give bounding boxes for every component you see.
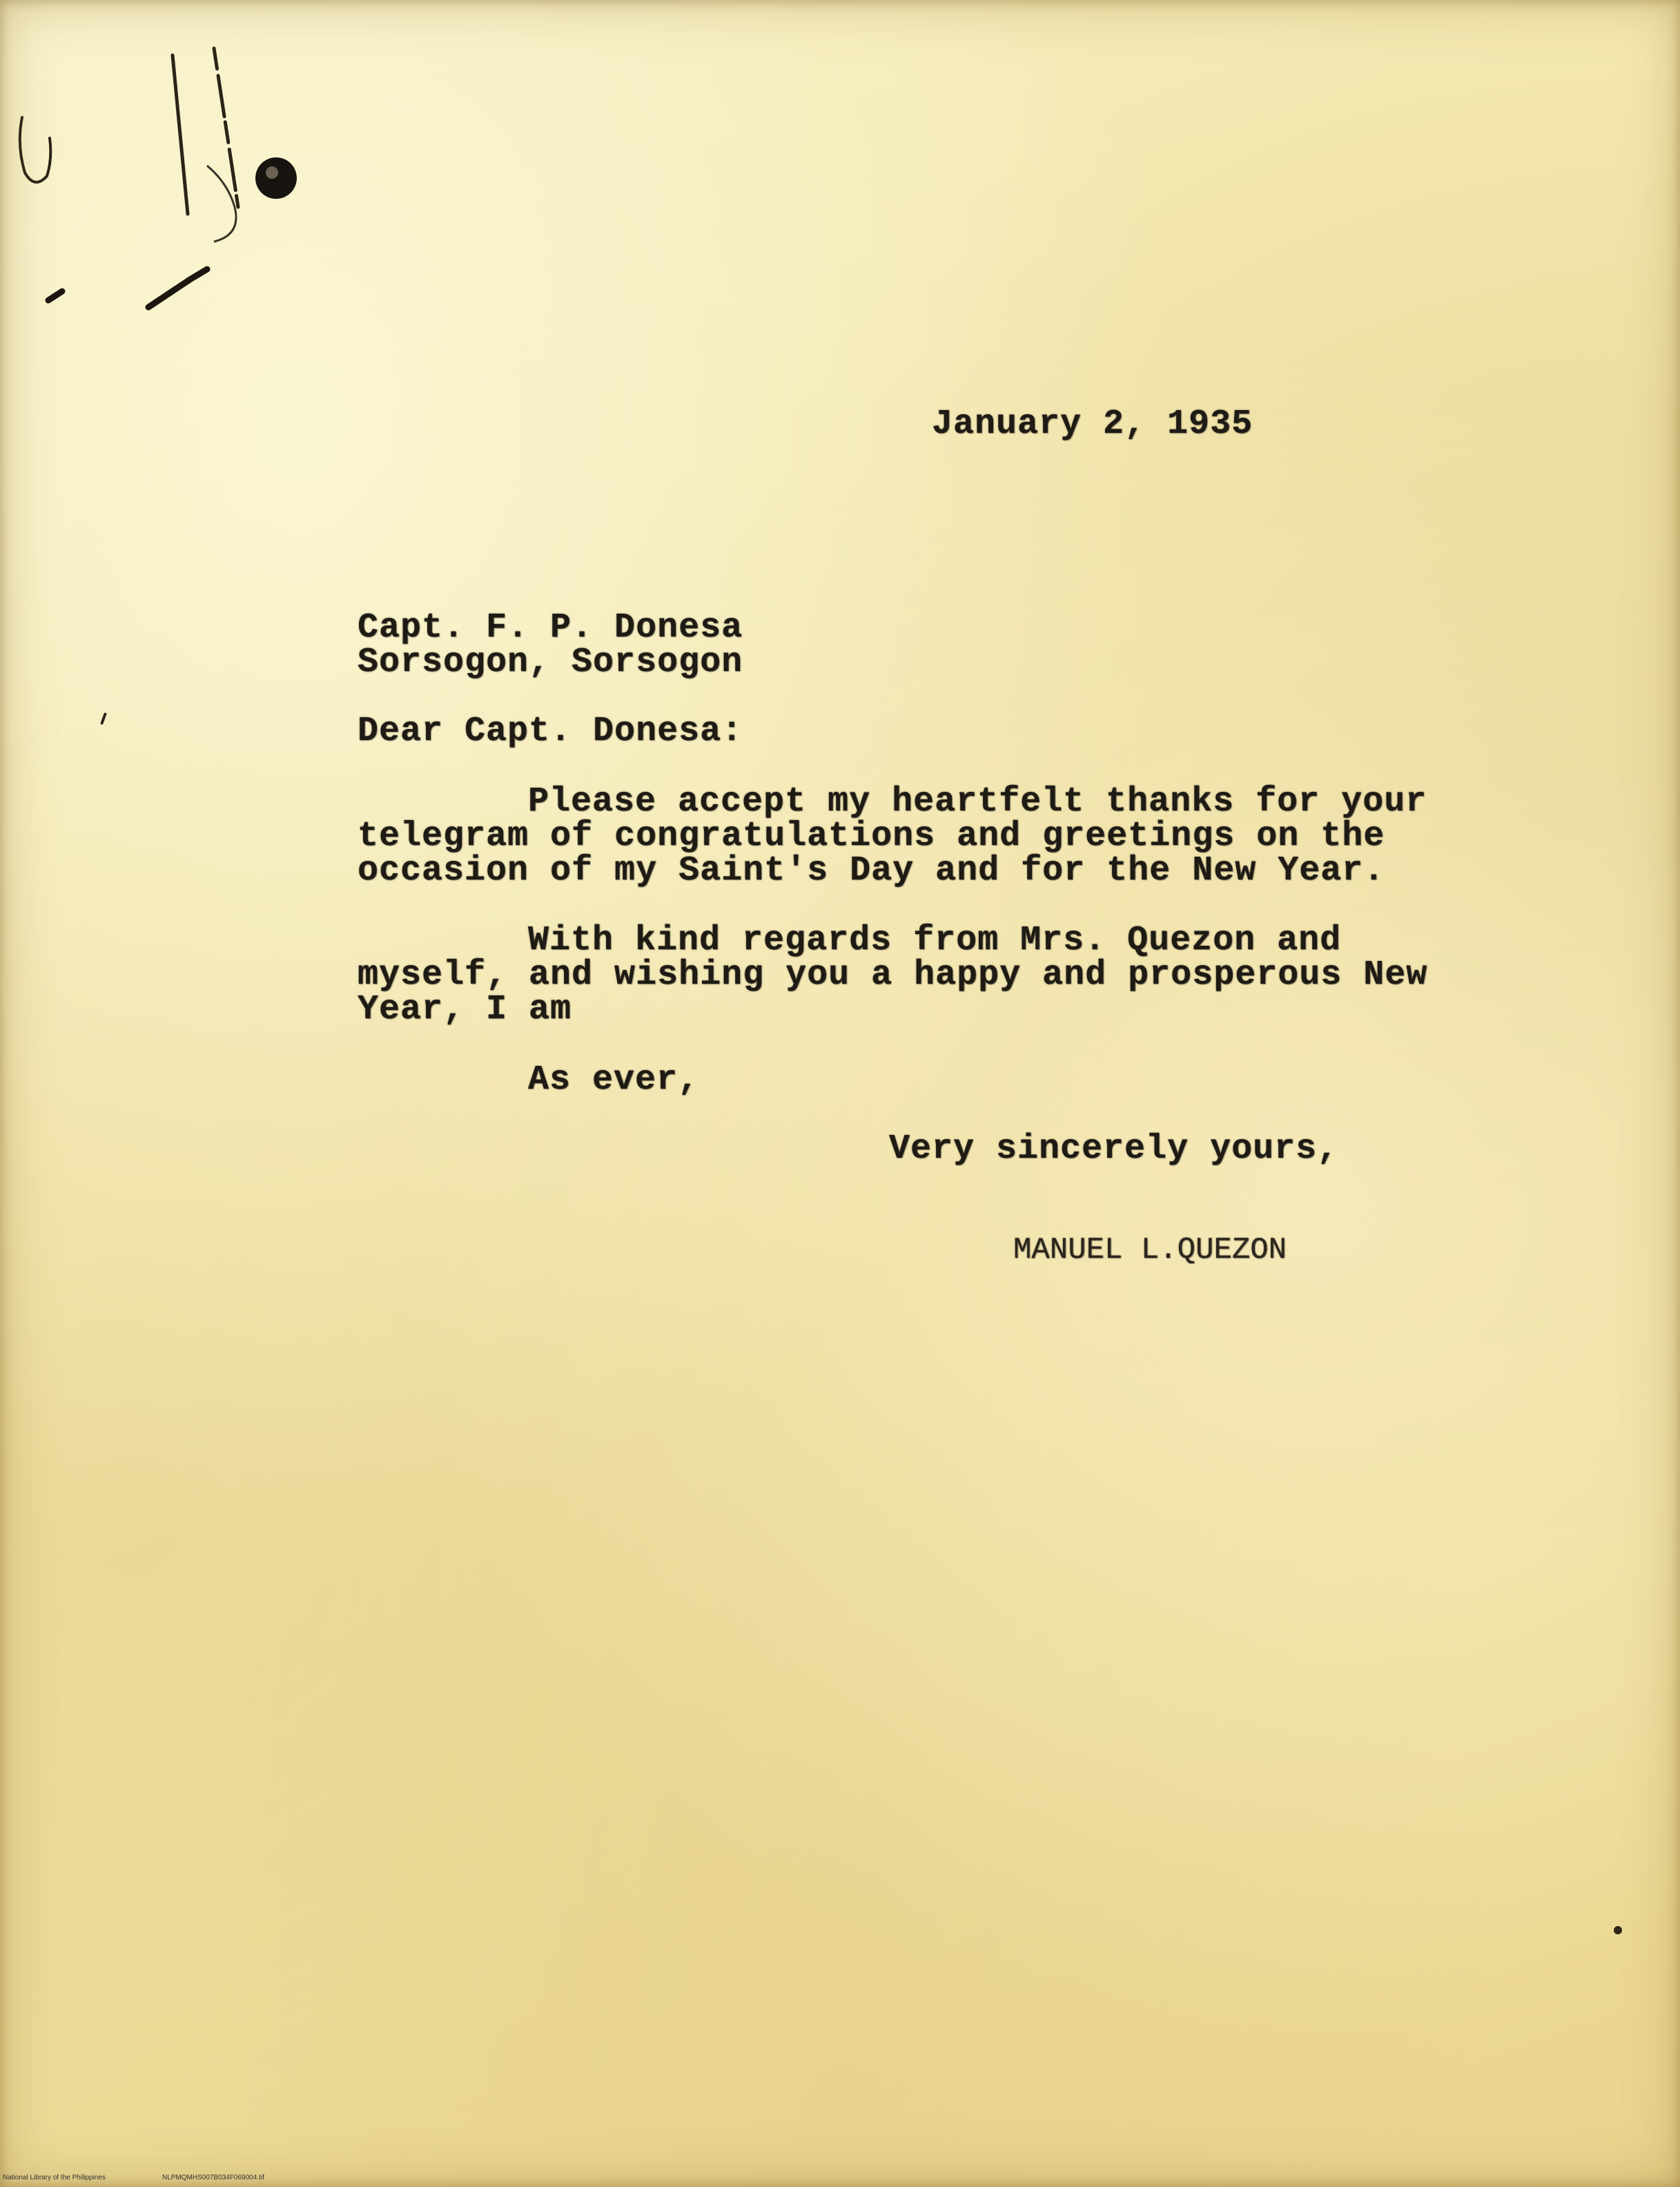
paragraph-1-line-1: Please accept my heartfelt thanks for your — [528, 782, 1427, 822]
paragraph-2-line-1: With kind regards from Mrs. Quezon and — [528, 921, 1342, 960]
signature-name: MANUEL L.QUEZON — [1013, 1233, 1287, 1267]
salutation: Dear Capt. Donesa: — [358, 712, 743, 751]
paragraph-2-line-2: myself, and wishing you a happy and prosperous New — [358, 955, 1428, 995]
paragraph-1-line-2: telegram of congratulations and greetings on the — [358, 817, 1385, 856]
closing-as-ever: As ever, — [528, 1060, 700, 1100]
paragraph-2-line-3: Year, I am — [358, 990, 572, 1029]
footer-file-name: NLPMQMHS007B034F069004.tif — [162, 2174, 264, 2181]
handwritten-marks — [7, 41, 255, 331]
closing-very-sincerely: Very sincerely yours, — [889, 1129, 1339, 1169]
footer-institution: National Library of the Philippines — [3, 2174, 106, 2181]
punch-hole — [248, 150, 304, 206]
letter-date: January 2, 1935 — [932, 405, 1253, 444]
ink-fleck — [100, 712, 107, 725]
recipient-name: Capt. F. P. Donesa — [358, 608, 743, 648]
paragraph-1-line-3: occasion of my Saint's Day and for the New Year. — [358, 851, 1385, 891]
recipient-address: Sorsogon, Sorsogon — [358, 643, 743, 682]
ink-fleck — [1614, 1926, 1622, 1934]
